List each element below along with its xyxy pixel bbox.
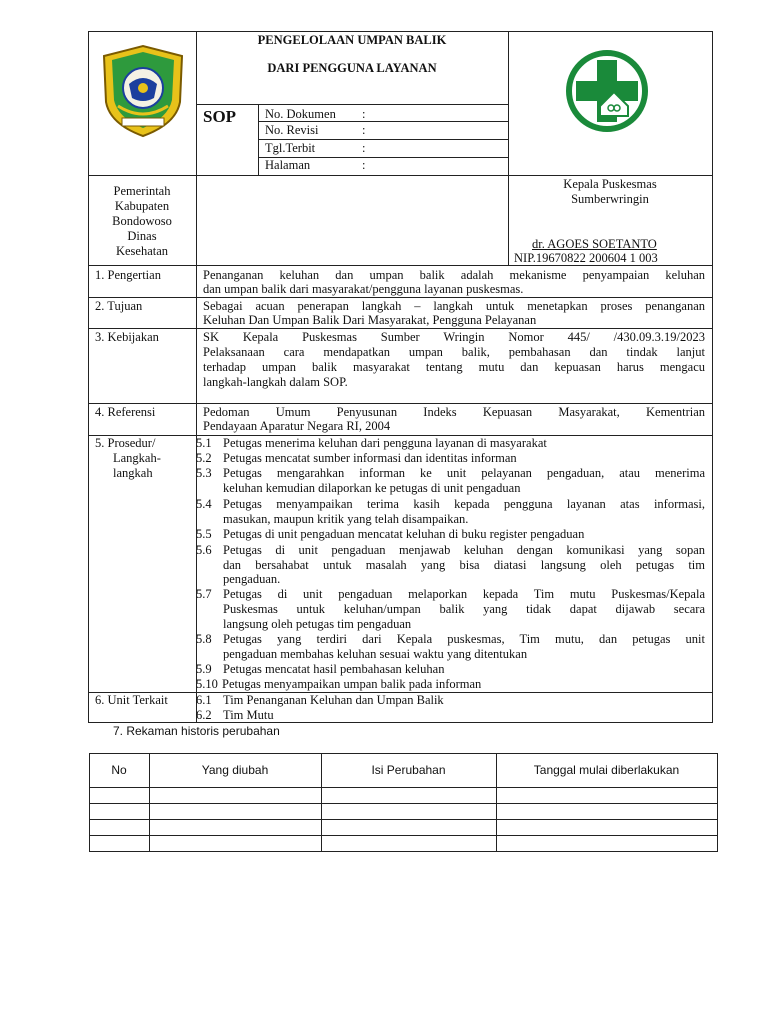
signer-nip: NIP.19670822 200604 1 003 xyxy=(514,251,658,265)
history-col-yang-diubah: Yang diubah xyxy=(201,763,269,777)
puskesmas-logo-icon xyxy=(566,50,648,132)
sop-label: SOP xyxy=(203,107,237,126)
history-col-isi-perubahan: Isi Perubahan xyxy=(371,763,446,777)
table-row xyxy=(89,835,717,851)
table-row xyxy=(89,787,717,803)
sop-title-line2: DARI PENGGUNA LAYANAN xyxy=(267,61,437,75)
signer-name: dr. AGOES SOETANTO xyxy=(532,237,657,251)
bondowoso-crest-icon xyxy=(98,44,188,138)
table-row xyxy=(89,803,717,819)
history-col-no: No xyxy=(111,763,127,777)
sop-title-line1: PENGELOLAAN UMPAN BALIK xyxy=(257,33,447,47)
history-col-tanggal: Tanggal mulai diberlakukan xyxy=(533,763,680,777)
table-row xyxy=(89,819,717,835)
history-heading: 7. Rekaman historis perubahan xyxy=(113,724,280,738)
